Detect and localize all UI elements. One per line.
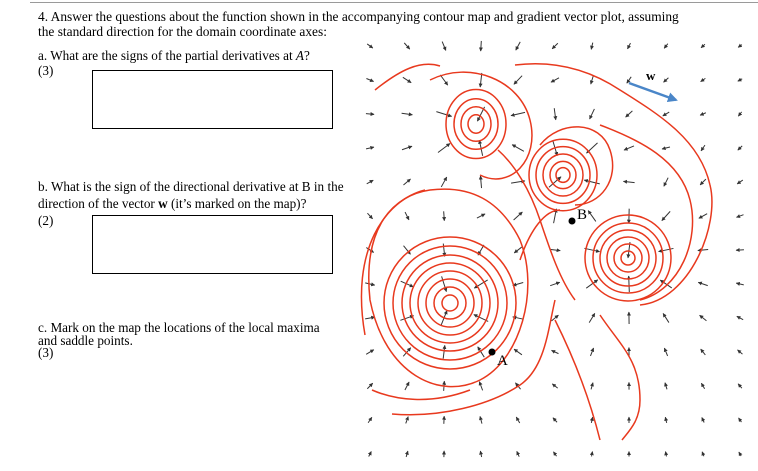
question-line-2: the standard direction for the domain coordinate axes: (38, 24, 327, 39)
part-b-points: (2) (38, 213, 54, 228)
gradient-arrow (514, 76, 522, 85)
contour-bottom-2 (392, 300, 555, 415)
gradient-arrow (404, 43, 410, 49)
vector-w-arrow (629, 83, 676, 100)
gradient-arrow (367, 44, 373, 48)
gradient-arrow (627, 77, 631, 83)
gradient-arrow (551, 78, 559, 82)
part-c-line-2: and saddle points. (38, 332, 133, 348)
contour-ring-lower-left (418, 271, 482, 335)
gradient-arrow (664, 78, 669, 83)
vector-w-label: w (646, 68, 656, 83)
part-a-qmark: ? (303, 48, 310, 63)
gradient-arrow (406, 417, 409, 424)
gradient-arrow (737, 180, 743, 184)
gradient-arrow (405, 382, 409, 390)
part-c-question (38, 322, 338, 360)
part-a-answer-box[interactable] (92, 70, 333, 129)
gradient-arrow (736, 250, 744, 251)
gradient-arrow (626, 111, 633, 117)
gradient-arrow (441, 177, 446, 187)
gradient-arrow (591, 76, 594, 84)
top-rule (30, 2, 758, 3)
contour-map[interactable] (350, 36, 758, 471)
gradient-arrow (444, 211, 445, 220)
gradient-arrow (512, 145, 524, 152)
gradient-arrow (403, 77, 411, 82)
gradient-arrow (366, 114, 374, 115)
gradient-arrow (699, 214, 707, 219)
contour-ring-right (600, 230, 656, 286)
part-b-line-2-end: (it’s marked on the map)? (167, 196, 307, 211)
gradient-arrow (700, 315, 707, 321)
point-b-marker (569, 218, 576, 225)
gradient-arrow (405, 212, 409, 220)
contour-ring-middle (556, 168, 570, 183)
gradient-arrow (662, 211, 670, 220)
gradient-arrow (664, 348, 667, 356)
gradient-arrow (553, 452, 556, 456)
gradient-vector-field (365, 41, 744, 457)
gradient-arrow (365, 283, 375, 285)
point-a-label: A (497, 353, 508, 369)
contour-top-left (375, 64, 440, 90)
gradient-arrow (736, 283, 744, 285)
gradient-arrow (738, 112, 741, 116)
gradient-arrow (623, 181, 634, 182)
part-b-answer-box[interactable] (92, 215, 333, 274)
gradient-arrow (590, 109, 595, 119)
gradient-arrow (366, 147, 374, 149)
gradient-arrow (442, 42, 446, 51)
part-a-points: (3) (38, 63, 54, 78)
gradient-arrow (550, 282, 560, 285)
gradient-arrow (665, 417, 666, 423)
gradient-arrow (701, 349, 706, 355)
gradient-arrow (701, 44, 705, 48)
gradient-arrow (737, 316, 743, 319)
gradient-arrow (406, 451, 408, 457)
gradient-arrow (738, 350, 743, 354)
gradient-arrow (514, 349, 522, 355)
gradient-arrow (624, 146, 634, 150)
contour-ring-right (585, 215, 671, 301)
gradient-arrow (480, 176, 481, 188)
gradient-arrow (552, 315, 559, 321)
part-a-point: A (295, 48, 304, 63)
gradient-arrow (588, 211, 596, 222)
gradient-arrow (554, 108, 556, 120)
gradient-arrow (701, 383, 704, 388)
gradient-arrow (700, 113, 706, 115)
gradient-arrow (698, 282, 707, 285)
gradient-arrow (368, 417, 372, 422)
gradient-arrow (514, 212, 523, 220)
gradient-arrow (738, 384, 742, 388)
gradient-arrow (659, 248, 674, 251)
gradient-arrow (480, 451, 481, 457)
gradient-arrow (552, 350, 559, 353)
part-a-text: a. What are the signs of the partial derivatives at (38, 48, 296, 63)
contour-ring-top (468, 115, 484, 133)
gradient-arrow (664, 44, 668, 49)
gradient-arrow (736, 215, 743, 218)
gradient-arrow (436, 112, 451, 117)
gradient-arrow (481, 41, 482, 51)
point-b-label: B (577, 207, 588, 223)
gradient-arrow (402, 146, 412, 149)
gradient-arrow (663, 112, 669, 116)
part-c-points: (3) (38, 345, 54, 360)
gradient-arrow (514, 247, 521, 253)
gradient-arrow (589, 313, 595, 322)
gradient-arrow (367, 383, 372, 389)
contour-ring-middle (543, 154, 583, 196)
gradient-arrow (479, 382, 482, 391)
contour-mid-outer (540, 127, 613, 205)
gradient-arrow (517, 451, 519, 456)
gradient-arrow (592, 452, 593, 457)
gradient-arrow (591, 43, 593, 50)
gradient-arrow (739, 418, 742, 422)
gradient-arrow (511, 112, 525, 115)
gradient-arrow (513, 283, 523, 286)
gradient-arrow (516, 42, 520, 50)
gradient-arrow (440, 75, 447, 85)
gradient-arrow (662, 147, 670, 149)
gradient-arrow (443, 345, 445, 358)
part-c-line-1: c. Mark on the map the locations of the local maxima (38, 320, 320, 335)
gradient-arrow (738, 45, 742, 48)
gradient-arrow (738, 146, 742, 150)
gradient-arrow (552, 43, 558, 49)
contour-ring-lower-left (442, 295, 458, 311)
gradient-arrow (369, 451, 372, 456)
gradient-arrow (553, 418, 557, 423)
contour-ring-right (593, 223, 663, 293)
gradient-arrow (366, 350, 374, 355)
gradient-arrow (402, 113, 413, 115)
gradient-arrow (365, 317, 375, 319)
gradient-arrow (590, 348, 593, 356)
gradient-arrow (702, 452, 704, 456)
part-b-line-2: direction of the vector (38, 196, 159, 211)
contour-ring-lower-left (410, 263, 490, 343)
gradient-arrow (702, 418, 704, 423)
contour-bottom (372, 390, 470, 399)
part-b-vector: w (158, 196, 168, 211)
gradient-arrow (584, 180, 600, 184)
gradient-arrow (403, 179, 410, 185)
contour-ring-top (461, 107, 491, 142)
contour-lower-right (600, 315, 640, 440)
gradient-arrow (438, 144, 450, 153)
gradient-arrow (700, 179, 706, 185)
contour-ring-lower-left (434, 287, 466, 319)
gradient-arrow (739, 452, 741, 456)
contour-saddle-link (520, 210, 560, 260)
gradient-arrow (738, 79, 742, 81)
gradient-arrow (367, 180, 374, 184)
gradient-arrow (698, 249, 708, 250)
gradient-arrow (591, 383, 593, 390)
gradient-arrow (663, 313, 669, 322)
gradient-arrow (665, 383, 667, 390)
contour-ring-right (621, 251, 635, 265)
gradient-arrow (701, 145, 705, 151)
contour-ring-top (446, 90, 506, 159)
gradient-arrow (480, 416, 482, 423)
gradient-arrow (516, 417, 519, 423)
question-line-1: 4. Answer the questions about the function shown in the accompanying contour map and gradient vector plot, assuming (38, 9, 679, 24)
point-a-marker (489, 349, 496, 356)
gradient-arrow (664, 178, 668, 187)
part-b-line-1: b. What is the sign of the directional derivative at B in the (38, 179, 344, 194)
contour-ring-middle (550, 161, 576, 188)
gradient-arrow (477, 214, 485, 218)
contour-ring-right (614, 244, 642, 272)
contour-ring-lower-left (426, 279, 474, 327)
contour-ring-lower-left (402, 255, 498, 351)
contour-ring-middle (536, 147, 590, 204)
contour-lower-right-2 (555, 320, 600, 440)
question-prompt (38, 9, 718, 39)
gradient-arrow (666, 452, 667, 457)
gradient-arrow (591, 417, 592, 423)
contour-ring-lower-left (384, 237, 516, 369)
gradient-arrow (552, 384, 557, 388)
gradient-arrow (366, 79, 373, 82)
gradient-arrow (367, 213, 372, 219)
gradient-arrow (550, 249, 561, 250)
gradient-arrow (628, 43, 631, 49)
gradient-arrow (701, 78, 706, 81)
contour-ring-middle (529, 139, 597, 210)
